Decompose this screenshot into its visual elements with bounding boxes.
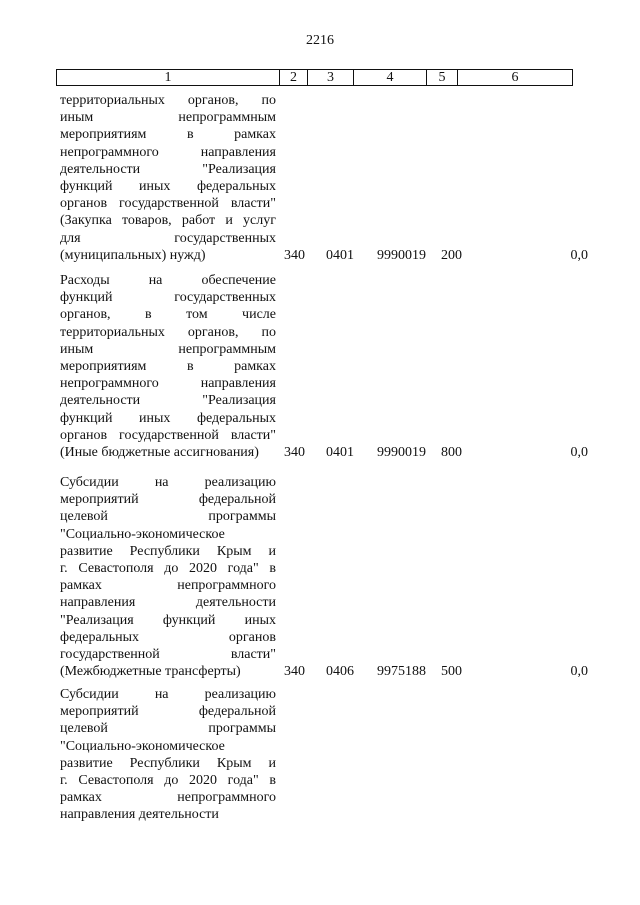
description-line: направления деятельности [60,595,276,611]
description-line: мероприятиям в рамках [60,127,276,143]
target-item-code: 9975188 [377,664,426,680]
description-line: органов, в том числе [60,307,276,323]
description-line: "Социально-экономическое [60,738,225,754]
ministry-code: 340 [284,445,305,460]
row-description [60,92,276,264]
section-code: 0401 [326,445,354,460]
column-header-5: 5 [427,70,458,86]
description-line: целевой программы [60,721,276,737]
row-description [60,272,276,461]
description-line: целевой программы [60,509,276,525]
expense-type-code: 800 [441,445,462,460]
expense-type-code: 200 [441,247,462,263]
column-header-1: 1 [57,70,280,86]
description-line: "Социально-экономическое [60,526,225,542]
row-description [60,686,276,824]
description-line: "Реализация функций иных [60,612,276,628]
expense-type-code: 500 [441,664,462,680]
description-line: Субсидии на реализацию [60,475,276,490]
target-item-code: 9990019 [377,247,426,263]
description-line: органов государственной власти" [60,196,276,212]
description-line: непрограммного направления [60,144,276,160]
row-description [60,474,276,680]
description-line: (Закупка товаров, работ и услуг [60,213,276,229]
description-line: иным непрограммным [60,110,276,126]
target-item-code: 9990019 [377,445,426,460]
description-line: органов государственной власти" [60,427,276,443]
description-line: для государственных [60,230,276,246]
description-line: деятельности "Реализация [60,161,276,177]
description-line: Расходы на обеспечение [60,273,276,288]
column-header-4: 4 [354,70,427,86]
description-line: функций иных федеральных [60,179,276,195]
description-line: (Межбюджетные трансферты) [60,664,241,680]
description-line: направления деятельности [60,807,219,823]
ministry-code: 340 [284,664,305,680]
amount-value: 0,0 [570,445,588,460]
description-line: мероприятиям в рамках [60,359,276,375]
page-number: 2216 [306,33,334,48]
description-line: Субсидии на реализацию [60,687,276,702]
description-line: г. Севастополя до 2020 года" в [60,773,276,789]
description-line: функций иных федеральных [60,410,276,426]
column-header-3: 3 [308,70,354,86]
section-code: 0406 [326,664,354,680]
description-line: (муниципальных) нужд) [60,247,206,263]
description-line: рамках непрограммного [60,790,276,806]
description-line: г. Севастополя до 2020 года" в [60,561,276,577]
description-line: территориальных органов, по [60,324,276,340]
description-line: развитие Республики Крым и [60,543,276,559]
description-line: иным непрограммным [60,341,276,357]
description-line: (Иные бюджетные ассигнования) [60,445,259,461]
description-line: развитие Республики Крым и [60,755,276,771]
ministry-code: 340 [284,247,305,263]
description-line: территориальных органов, по [60,93,276,108]
description-line: функций государственных [60,290,276,306]
description-line: федеральных органов [60,629,276,645]
description-line: мероприятий федеральной [60,704,276,720]
amount-value: 0,0 [570,247,588,263]
amount-value: 0,0 [570,664,588,680]
description-line: непрограммного направления [60,376,276,392]
column-header-table [56,69,573,86]
section-code: 0401 [326,247,354,263]
description-line: рамках непрограммного [60,578,276,594]
description-line: государственной власти" [60,647,276,663]
description-line: деятельности "Реализация [60,393,276,409]
column-header-6: 6 [458,70,573,86]
description-line: мероприятий федеральной [60,492,276,508]
column-header-2: 2 [280,70,308,86]
